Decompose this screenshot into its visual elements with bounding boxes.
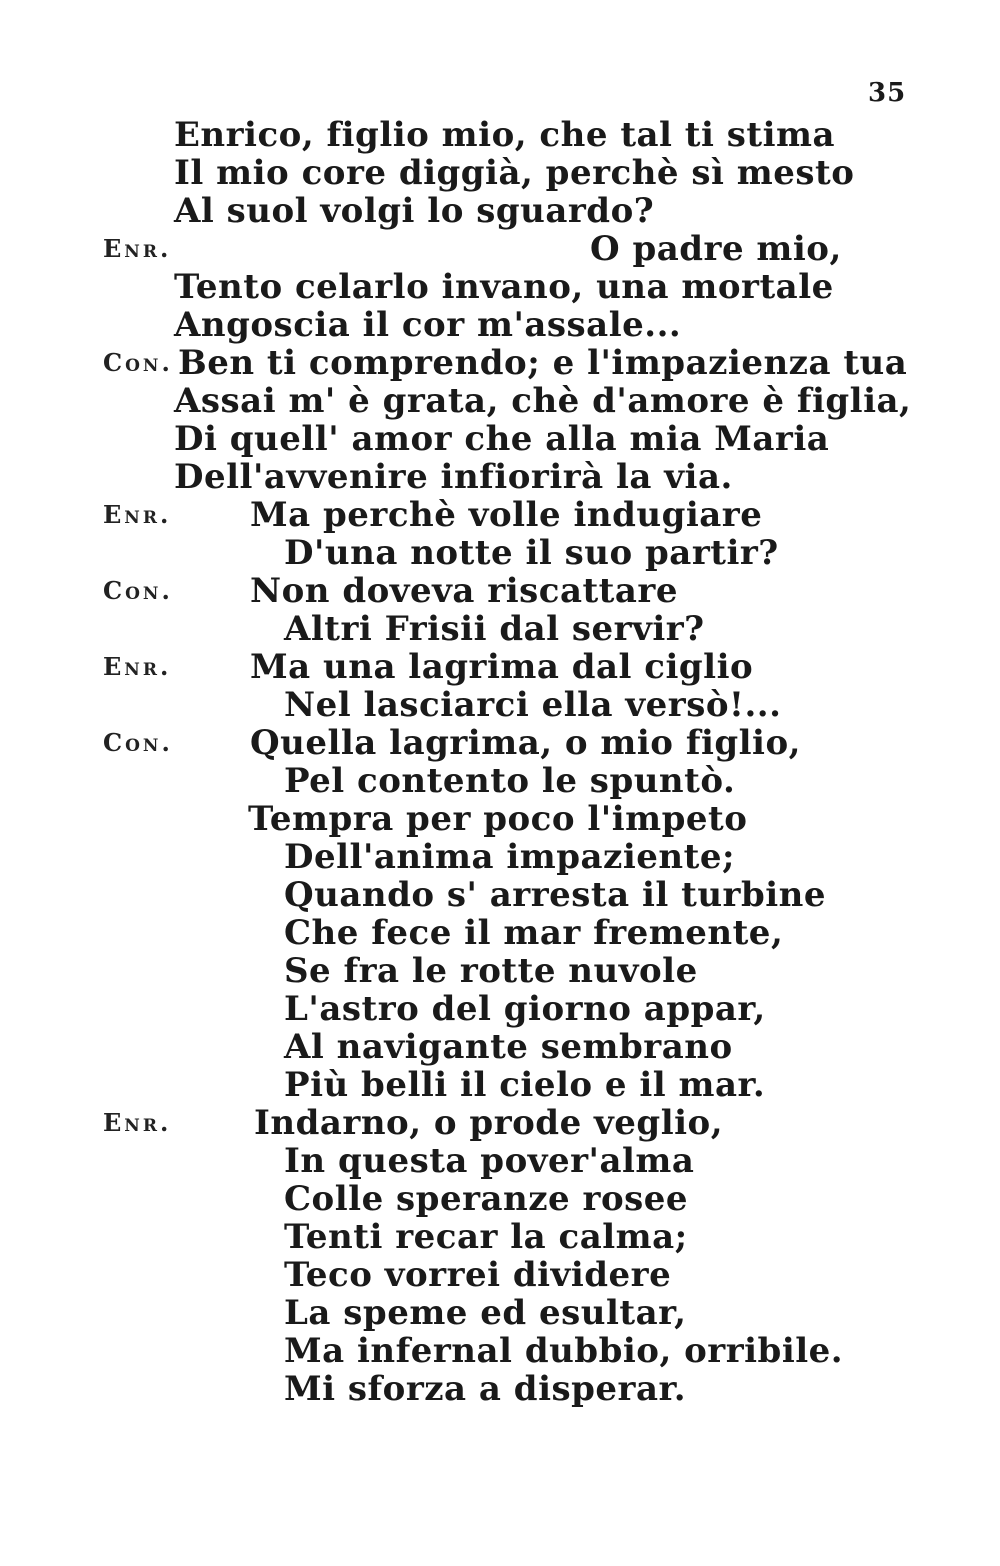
verse-text: D'una notte il suo partir?	[284, 533, 779, 573]
verse-text: Se fra le rotte nuvole	[284, 951, 698, 991]
speaker-label: Con.	[103, 728, 173, 757]
verse-text: Teco vorrei dividere	[284, 1255, 672, 1295]
verse-text: Quella lagrima, o mio figlio,	[250, 723, 801, 763]
verse-text: L'astro del giorno appar,	[284, 989, 766, 1029]
verse-text: Dell'anima impaziente;	[284, 837, 736, 877]
verse-text: Più belli il cielo e il mar.	[284, 1065, 766, 1105]
verse-text: Ma perchè volle indugiare	[250, 495, 763, 535]
verse-text: Al suol volgi lo sguardo?	[174, 191, 655, 231]
speaker-label: Enr.	[103, 500, 172, 529]
verse-text: Altri Frisii dal servir?	[284, 609, 705, 649]
speaker-label: Enr.	[103, 652, 172, 681]
verse-text: Angoscia il cor m'assale...	[174, 305, 682, 345]
speaker-label: Con.	[103, 576, 173, 605]
verse-text: Assai m' è grata, chè d'amore è figlia,	[174, 381, 912, 421]
verse-text: Non doveva riscattare	[250, 571, 678, 611]
verse-text: Che fece il mar fremente,	[284, 913, 784, 953]
verse-text: Enrico, figlio mio, che tal ti stima	[174, 115, 836, 155]
verse-text: Pel contento le spuntò.	[284, 761, 736, 801]
verse-text: Il mio core diggià, perchè sì mesto	[174, 153, 855, 193]
verse-text: Colle speranze rosee	[284, 1179, 689, 1219]
verse-text: Tento celarlo invano, una mortale	[174, 267, 834, 307]
speaker-label: Enr.	[103, 1108, 172, 1137]
verse-text: La speme ed esultar,	[284, 1293, 687, 1333]
speaker-label: Enr.	[103, 234, 172, 263]
verse-text: Tempra per poco l'impeto	[248, 799, 748, 839]
verse-text: Quando s' arresta il turbine	[284, 875, 827, 915]
speaker-label: Con.	[103, 348, 173, 377]
verse-text: Ma una lagrima dal ciglio	[250, 647, 754, 687]
verse-text: O padre mio,	[590, 229, 842, 269]
verse-text: Tenti recar la calma;	[284, 1217, 688, 1257]
page-number: 35	[868, 78, 907, 108]
verse-text: Al navigante sembrano	[284, 1027, 733, 1067]
verse-text: Indarno, o prode veglio,	[254, 1103, 724, 1143]
verse-text: Nel lasciarci ella versò!...	[284, 685, 782, 725]
verse-text: Ben ti comprendo; e l'impazienza tua	[178, 343, 908, 383]
verse-text: Dell'avvenire infiorirà la via.	[174, 457, 733, 497]
verse-text: Ma infernal dubbio, orribile.	[284, 1331, 844, 1371]
verse-text: Di quell' amor che alla mia Maria	[174, 419, 830, 459]
verse-text: In questa pover'alma	[284, 1141, 695, 1181]
verse-text: Mi sforza a disperar.	[284, 1369, 687, 1409]
